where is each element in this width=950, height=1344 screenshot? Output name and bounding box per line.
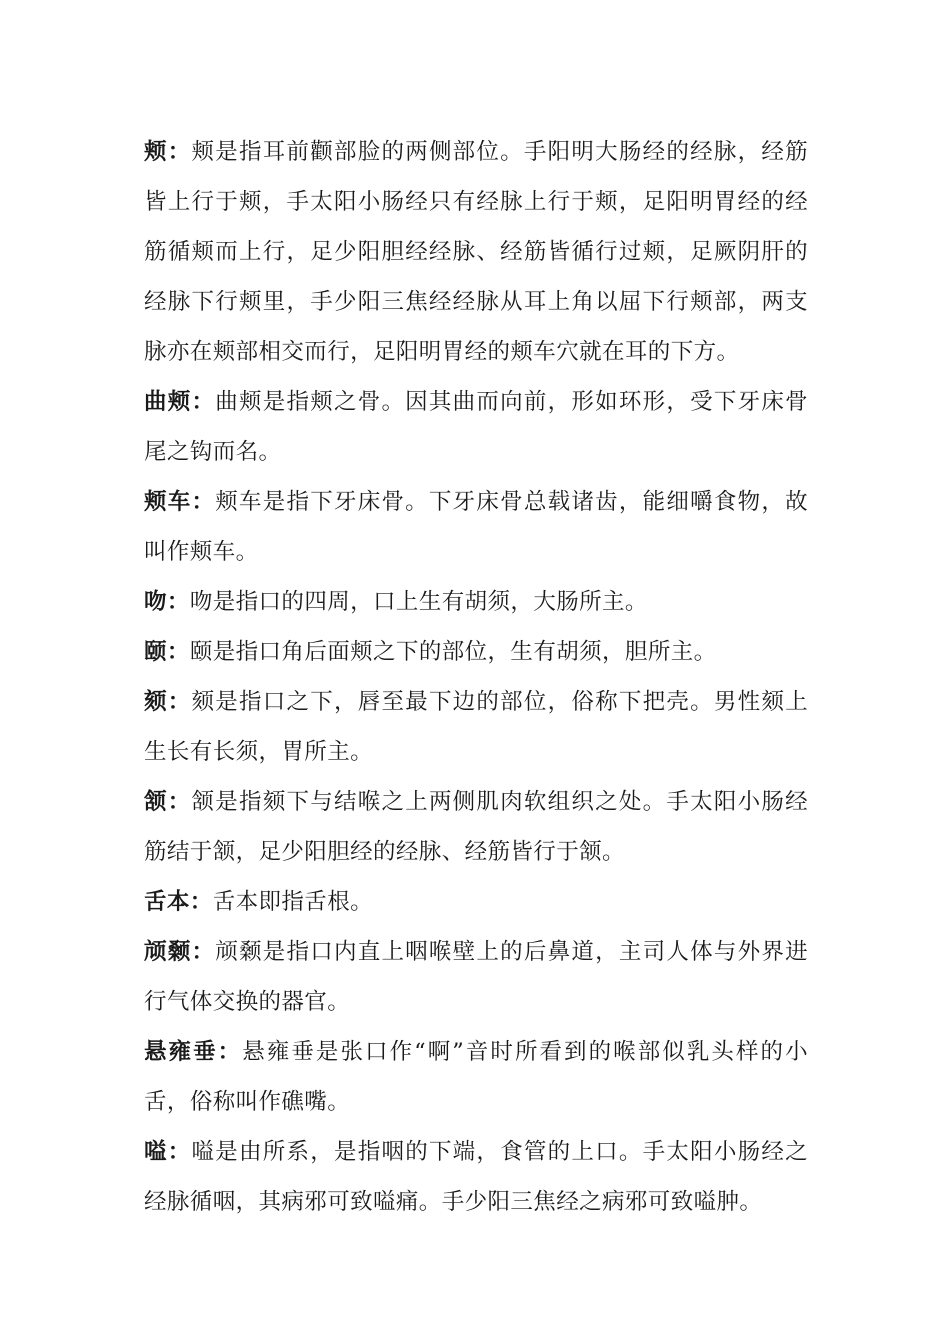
entry-term: 颐： <box>144 639 190 665</box>
entry-term: 颊： <box>144 139 192 165</box>
entry-term: 颃颡： <box>144 939 216 965</box>
entry-text: 颔是指颏下与结喉之上两侧肌肉软组织之处。手太阳小肠经筋结于颔，足少阳胆经的经脉、经筋皆行于颔。 <box>144 789 808 865</box>
entry-wen <box>144 577 808 627</box>
entry-jia <box>144 127 808 377</box>
entry-term: 曲颊： <box>144 389 216 415</box>
entry-hangsang <box>144 927 808 1027</box>
entry-sheben <box>144 877 808 927</box>
entry-han <box>144 777 808 877</box>
entry-term: 颔： <box>144 789 192 815</box>
entry-term: 舌本： <box>144 889 213 915</box>
entry-term: 颊车： <box>144 489 216 515</box>
entry-text: 颊是指耳前颧部脸的两侧部位。手阳明大肠经的经脉，经筋皆上行于颊，手太阳小肠经只有经脉上行于颊，足阳明胃经的经筋循颊而上行，足少阳胆经经脉、经筋皆循行过颊，足厥阴肝的经脉下行颊里，手少阳三焦经经脉从耳上角以屈下行颊部，两支脉亦在颊部相交而行，足阳明胃经的颊车穴就在耳的下方。 <box>144 139 808 365</box>
entry-ke <box>144 677 808 777</box>
entry-yi-throat <box>144 1127 808 1227</box>
entry-xuanyongchui <box>144 1027 808 1127</box>
entry-text: 曲颊是指颊之骨。因其曲而向前，形如环形，受下牙床骨尾之钩而名。 <box>144 389 808 465</box>
entry-qujia <box>144 377 808 477</box>
entry-text: 嗌是由所系，是指咽的下端，食管的上口。手太阳小肠经之经脉循咽，其病邪可致嗌痛。手少阳三焦经之病邪可致嗌肿。 <box>144 1139 808 1215</box>
entry-text: 颊车是指下牙床骨。下牙床骨总载诸齿，能细嚼食物，故叫作颊车。 <box>144 489 808 565</box>
entry-text: 颃颡是指口内直上咽喉壁上的后鼻道，主司人体与外界进行气体交换的器官。 <box>144 939 808 1015</box>
entry-term: 颏： <box>144 689 192 715</box>
entry-term: 吻： <box>144 589 190 615</box>
document-body <box>144 127 808 1227</box>
entry-text: 吻是指口的四周，口上生有胡须，大肠所主。 <box>189 589 648 615</box>
entry-text: 悬雍垂是张口作“啊”音时所看到的喉部似乳头样的小舌，俗称叫作礁嘴。 <box>144 1039 808 1115</box>
entry-text: 舌本即指舌根。 <box>212 889 374 915</box>
entry-text: 颏是指口之下，唇至最下边的部位，俗称下把壳。男性颏上生长有长须，胃所主。 <box>144 689 808 765</box>
entry-jiache <box>144 477 808 577</box>
entry-term: 悬雍垂： <box>144 1039 243 1065</box>
entry-text: 颐是指口角后面颊之下的部位，生有胡须，胆所主。 <box>189 639 717 665</box>
entry-term: 嗌： <box>144 1139 192 1165</box>
entry-yi <box>144 627 808 677</box>
